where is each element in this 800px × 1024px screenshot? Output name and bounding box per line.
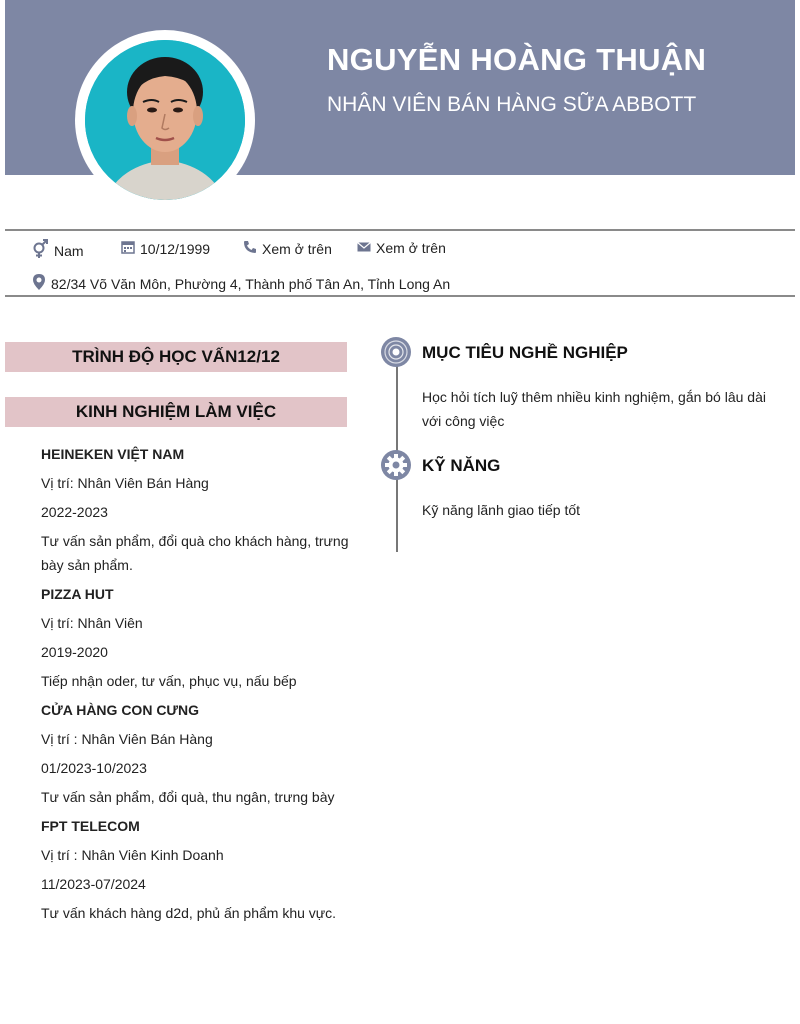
objective-heading: MỤC TIÊU NGHỀ NGHIỆP [422, 343, 628, 362]
job-position: Vị trí : Nhân Viên Bán Hàng [41, 731, 213, 747]
phone-value: Xem ở trên [262, 240, 332, 257]
email-field [357, 240, 446, 256]
phone-field [243, 240, 332, 257]
target-icon [381, 337, 411, 367]
education-heading: TRÌNH ĐỘ HỌC VẤN12/12 [5, 342, 347, 372]
skills-heading: KỸ NĂNG [422, 456, 501, 475]
job-company: HEINEKEN VIỆT NAM [41, 446, 185, 462]
job-description: Tiếp nhận oder, tư vấn, phục vụ, nấu bếp [41, 673, 297, 689]
job-period: 2019-2020 [41, 644, 108, 660]
job-period: 01/2023-10/2023 [41, 760, 147, 776]
phone-icon [243, 240, 262, 257]
gender-icon [31, 239, 54, 262]
skills-text: Kỹ năng lãnh giao tiếp tốt [422, 502, 581, 518]
candidate-name: NGUYỄN HOÀNG THUẬN [327, 42, 707, 77]
calendar-icon [121, 240, 140, 257]
objective-text: Học hỏi tích luỹ thêm nhiều kinh nghiệm, gắn bó lâu dài với công việc [422, 389, 766, 429]
job-period: 11/2023-07/2024 [41, 876, 146, 892]
job-description: Tư vấn khách hàng d2d, phủ ấn phẩm khu vực. [41, 905, 337, 921]
gender-field [31, 239, 84, 262]
address-field [32, 273, 450, 294]
email-value: Xem ở trên [376, 240, 446, 256]
experience-heading: KINH NGHIỆM LÀM VIỆC [5, 397, 347, 427]
location-icon [32, 273, 51, 294]
job-company: FPT TELECOM [41, 818, 140, 834]
job-company: CỬA HÀNG CON CƯNG [41, 702, 200, 718]
job-company: PIZZA HUT [41, 586, 114, 602]
job-title: NHÂN VIÊN BÁN HÀNG SỮA ABBOTT [327, 93, 697, 116]
job-position: Vị trí : Nhân Viên Kinh Doanh [41, 847, 224, 863]
address-value: 82/34 Võ Văn Môn, Phường 4, Thành phố Tân An, Tỉnh Long An [51, 275, 451, 292]
gender-value: Nam [54, 242, 84, 259]
gear-icon [381, 450, 411, 480]
job-position: Vị trí: Nhân Viên [41, 615, 143, 631]
birthday-value: 10/12/1999 [140, 240, 211, 257]
job-position: Vị trí: Nhân Viên Bán Hàng [41, 475, 209, 491]
job-description: Tư vấn sản phẩm, đổi quà, thu ngân, trưng bày [41, 789, 335, 805]
email-icon [357, 240, 376, 256]
birthday-field [121, 240, 210, 257]
job-description: Tư vấn sản phẩm, đổi quà cho khách hàng, trưng bày sản phẩm. [41, 533, 349, 573]
job-period: 2022-2023 [41, 504, 108, 520]
portrait-image [85, 40, 245, 200]
profile-photo [75, 30, 255, 210]
